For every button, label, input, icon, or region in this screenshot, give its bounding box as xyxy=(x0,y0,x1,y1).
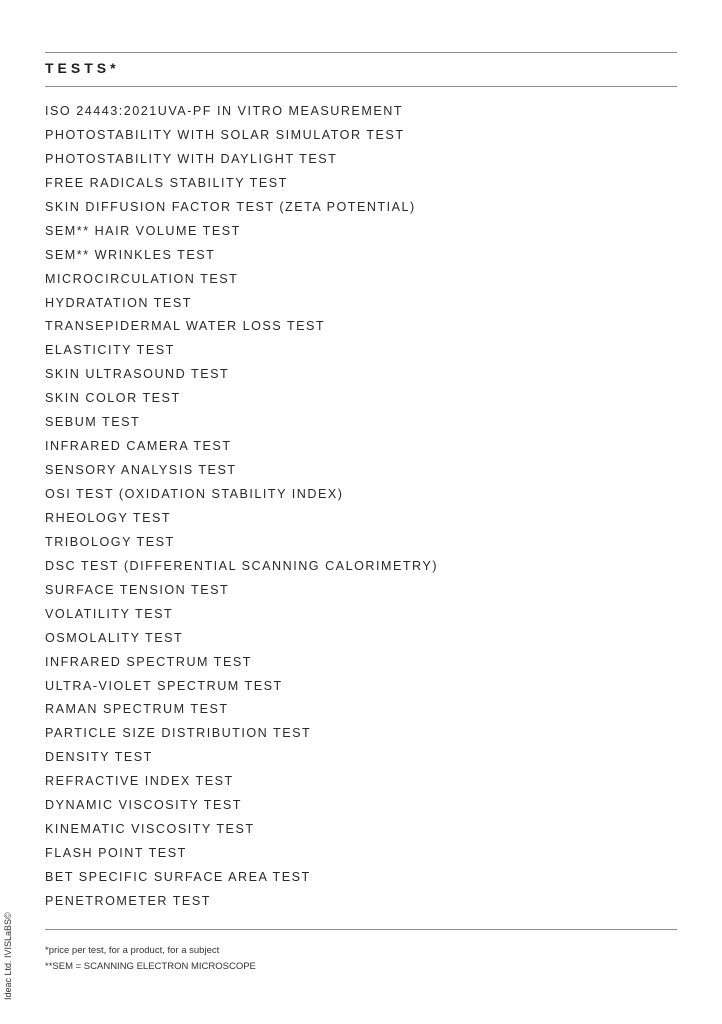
list-item: PHOTOSTABILITY WITH DAYLIGHT TEST xyxy=(45,151,338,166)
page-title: TESTS* xyxy=(45,60,120,76)
list-item: TRANSEPIDERMAL WATER LOSS TEST xyxy=(45,319,326,334)
footer-divider xyxy=(45,929,677,930)
top-divider xyxy=(45,52,677,53)
footnote-sem: **SEM = SCANNING ELECTRON MICROSCOPE xyxy=(45,961,256,972)
list-item: SKIN DIFFUSION FACTOR TEST (ZETA POTENTIAL) xyxy=(45,199,416,214)
list-item: FLASH POINT TEST xyxy=(45,846,187,861)
list-item: SKIN ULTRASOUND TEST xyxy=(45,367,230,382)
list-item: SKIN COLOR TEST xyxy=(45,391,181,406)
list-item: ELASTICITY TEST xyxy=(45,343,175,358)
list-item: ULTRA-VIOLET SPECTRUM TEST xyxy=(45,678,283,693)
list-item: SURFACE TENSION TEST xyxy=(45,582,230,597)
list-item: VOLATILITY TEST xyxy=(45,606,174,621)
list-item: ISO 24443:2021UVA-PF IN VITRO MEASUREMENT xyxy=(45,104,404,118)
list-item: DSC TEST (DIFFERENTIAL SCANNING CALORIMETRY) xyxy=(45,558,439,573)
list-item: SEM** HAIR VOLUME TEST xyxy=(45,223,241,238)
list-item: DENSITY TEST xyxy=(45,750,153,765)
list-item: MICROCIRCULATION TEST xyxy=(45,271,239,286)
footnote-price: *price per test, for a product, for a subject xyxy=(45,945,220,956)
list-item: OSMOLALITY TEST xyxy=(45,630,184,645)
list-item: REFRACTIVE INDEX TEST xyxy=(45,774,234,789)
tests-list xyxy=(45,103,438,917)
list-item: SEBUM TEST xyxy=(45,415,141,430)
list-item: SEM** WRINKLES TEST xyxy=(45,247,216,262)
list-item: RHEOLOGY TEST xyxy=(45,510,172,525)
copyright-credit: Ideac Ltd. IVISLaBS© xyxy=(3,912,13,1000)
footnotes xyxy=(45,943,256,975)
list-item: SENSORY ANALYSIS TEST xyxy=(45,463,237,478)
list-item: PENETROMETER TEST xyxy=(45,893,211,908)
list-item: PARTICLE SIZE DISTRIBUTION TEST xyxy=(45,726,312,741)
list-item: FREE RADICALS STABILITY TEST xyxy=(45,175,288,190)
list-item: PHOTOSTABILITY WITH SOLAR SIMULATOR TEST xyxy=(45,127,405,142)
list-item: RAMAN SPECTRUM TEST xyxy=(45,702,229,717)
list-item: INFRARED SPECTRUM TEST xyxy=(45,654,252,669)
list-item: DYNAMIC VISCOSITY TEST xyxy=(45,798,242,813)
list-item: KINEMATIC VISCOSITY TEST xyxy=(45,822,255,837)
list-item: TRIBOLOGY TEST xyxy=(45,534,175,549)
list-item: HYDRATATION TEST xyxy=(45,295,192,310)
list-item: INFRARED CAMERA TEST xyxy=(45,439,232,454)
list-item: OSI TEST (OXIDATION STABILITY INDEX) xyxy=(45,487,344,501)
list-item: BET SPECIFIC SURFACE AREA TEST xyxy=(45,870,311,884)
title-divider xyxy=(45,86,677,87)
